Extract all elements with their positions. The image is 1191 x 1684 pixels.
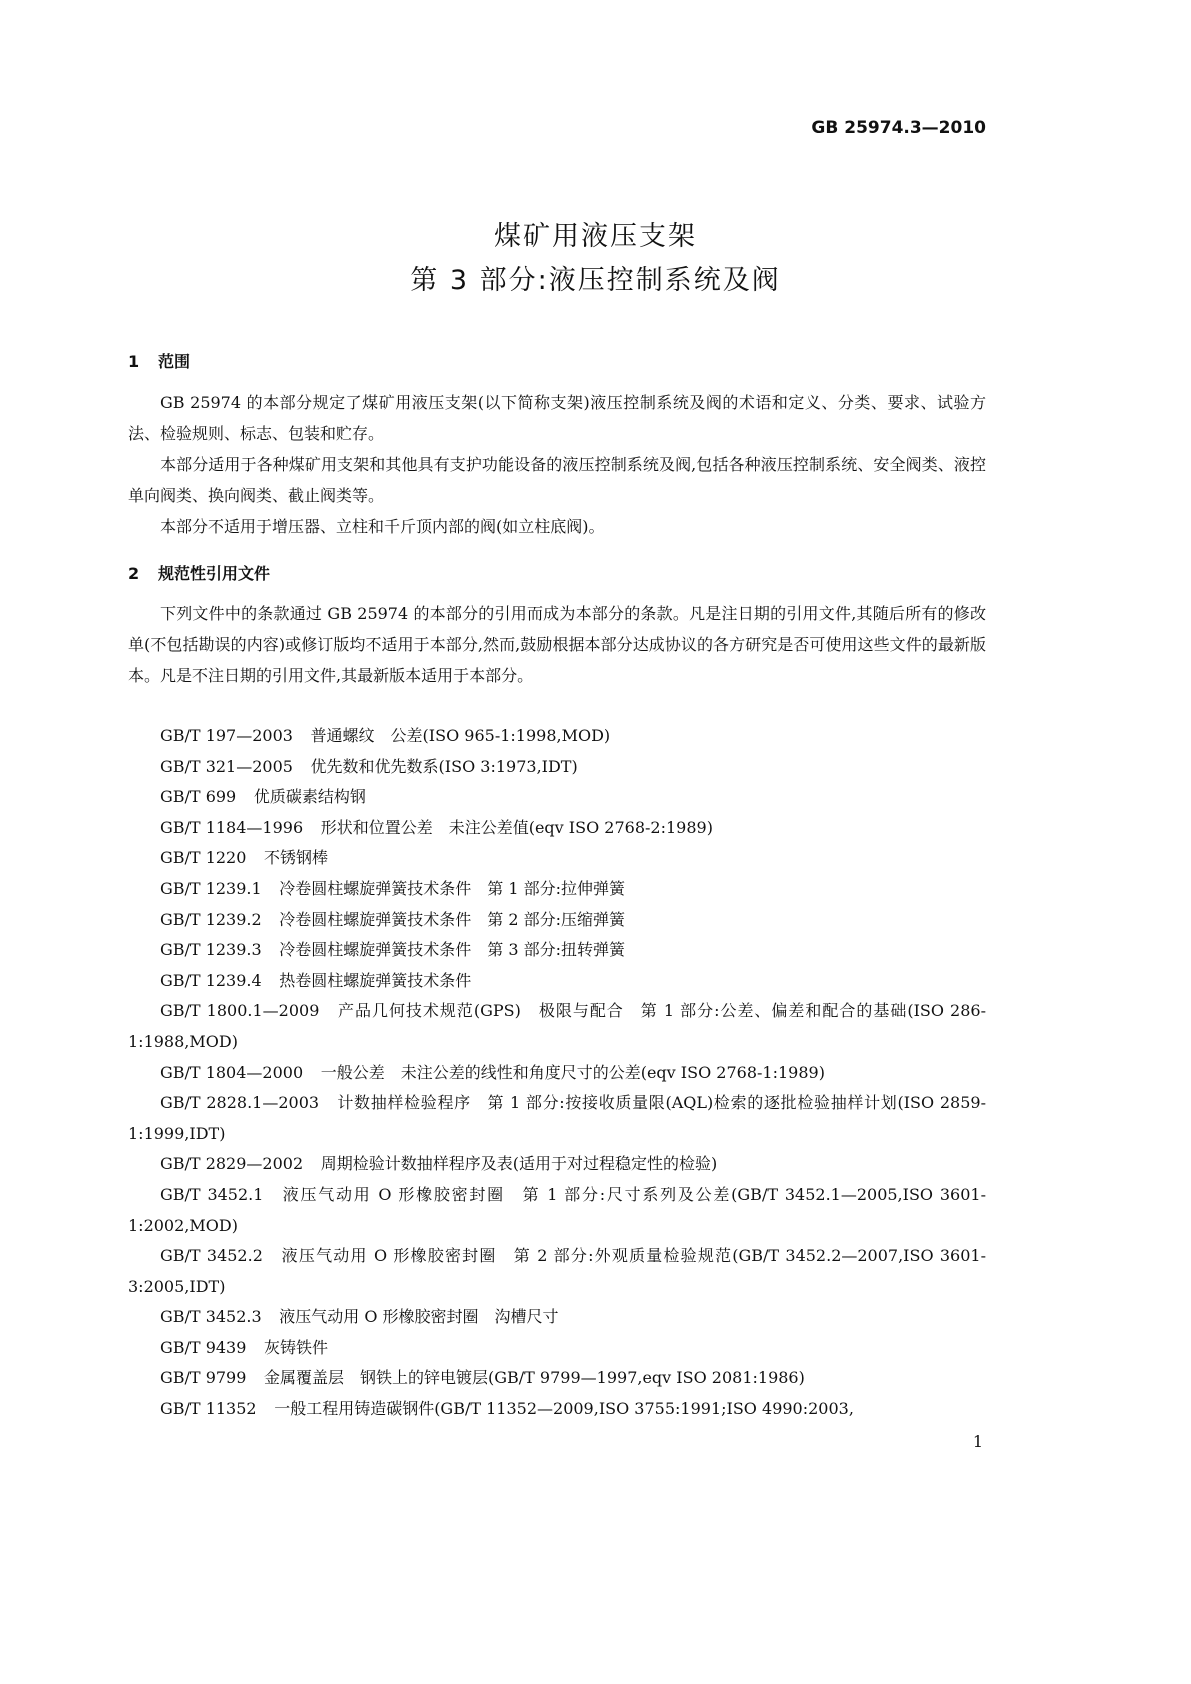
reference-list [128,721,986,1425]
reference-code: GB/T 1239.2 [160,909,262,929]
reference-title: 一般公差 未注公差的线性和角度尺寸的公差(eqv ISO 2768-1:1989) [320,1062,825,1082]
reference-code: GB/T 11352 [160,1399,257,1419]
reference-item [128,721,986,752]
reference-title: 一般工程用铸造碳钢件(GB/T 11352—2009,ISO 3755:1991;ISO 4990:2003, [274,1399,854,1419]
reference-title: 周期检验计数抽样程序及表(适用于对过程稳定性的检验) [320,1154,718,1174]
reference-title: 形状和位置公差 未注公差值(eqv ISO 2768-2:1989) [320,817,713,837]
section-heading-normative-references [128,561,270,584]
reference-title: 金属覆盖层 钢铁上的锌电镀层(GB/T 9799—1997,eqv ISO 2081:1986) [264,1368,805,1388]
reference-title: 液压气动用 O 形橡胶密封圈 沟槽尺寸 [279,1307,559,1327]
reference-code: GB/T 9439 [160,1337,247,1357]
reference-code: GB/T 3452.2 [160,1246,263,1266]
reference-code: GB/T 1239.4 [160,970,262,990]
reference-title: 冷卷圆柱螺旋弹簧技术条件 第 2 部分:压缩弹簧 [279,909,626,929]
reference-title: 液压气动用 O 形橡胶密封圈 第 2 部分:外观质量检验规范(GB/T 3452.2—2007,ISO 3601-3:2005,IDT) [128,1246,986,1296]
reference-item [128,752,986,783]
document-title: 煤矿用液压支架 [494,221,697,252]
reference-item [128,935,986,966]
reference-title: 液压气动用 O 形橡胶密封圈 第 1 部分:尺寸系列及公差(GB/T 3452.1—2005,ISO 3601-1:2002,MOD) [128,1184,986,1235]
section-number: 1 [128,352,140,371]
document-subtitle: 第 3 部分:液压控制系统及阀 [410,265,781,296]
reference-item [128,782,986,813]
reference-item [128,1302,986,1333]
reference-code: GB/T 9799 [160,1368,247,1388]
page-number: 1 [972,1432,983,1451]
reference-title: 计数抽样检验程序 第 1 部分:按接收质量限(AQL)检索的逐批检验抽样计划(ISO 2859-1:1999,IDT) [128,1093,986,1143]
reference-code: GB/T 1800.1—2009 [160,1001,320,1021]
reference-item [128,843,986,874]
reference-item [128,1149,986,1180]
reference-title: 冷卷圆柱螺旋弹簧技术条件 第 3 部分:扭转弹簧 [279,940,626,960]
section-number: 2 [128,564,140,583]
reference-title: 优先数和优先数系(ISO 3:1973,IDT) [310,756,578,776]
reference-item [128,1180,986,1241]
reference-code: GB/T 2828.1—2003 [160,1093,320,1113]
reference-item [128,1333,986,1364]
reference-item [128,813,986,844]
reference-item [128,966,986,997]
reference-code: GB/T 3452.3 [160,1307,262,1327]
reference-item [128,1058,986,1089]
reference-item [128,874,986,905]
reference-item [128,996,986,1057]
reference-title: 优质碳素结构钢 [253,787,366,807]
paragraph: 本部分适用于各种煤矿用支架和其他具有支护功能设备的液压控制系统及阀,包括各种液压控制系统、安全阀类、液控单向阀类、换向阀类、截止阀类等。 [128,455,986,505]
reference-title: 冷卷圆柱螺旋弹簧技术条件 第 1 部分:拉伸弹簧 [279,878,626,898]
paragraph: 下列文件中的条款通过 GB 25974 的本部分的引用而成为本部分的条款。凡是注日期的引用文件,其随后所有的修改单(不包括勘误的内容)或修订版均不适用于本部分,然而,鼓励根据本部分达成协议的各方研究是否可使用这些文件的最新版本。凡是不注日期的引用文件,其最新版本适用于本部分。 [128,604,986,685]
reference-code: GB/T 1239.3 [160,940,262,960]
paragraph: GB 25974 的本部分规定了煤矿用液压支架(以下简称支架)液压控制系统及阀的术语和定义、分类、要求、试验方法、检验规则、标志、包装和贮存。 [128,393,986,443]
reference-code: GB/T 2829—2002 [160,1154,304,1174]
reference-code: GB/T 3452.1 [160,1184,264,1204]
reference-code: GB/T 1804—2000 [160,1062,304,1082]
reference-item [128,1363,986,1394]
paragraph: 本部分不适用于增压器、立柱和千斤顶内部的阀(如立柱底阀)。 [160,517,605,536]
section-title: 规范性引用文件 [158,564,271,583]
section-title: 范围 [158,352,191,371]
reference-title: 热卷圆柱螺旋弹簧技术条件 [279,970,472,990]
reference-code: GB/T 1184—1996 [160,817,304,837]
reference-item [128,1241,986,1302]
reference-code: GB/T 1220 [160,848,247,868]
reference-item [128,1394,986,1425]
reference-item [128,905,986,936]
reference-code: GB/T 321—2005 [160,756,293,776]
reference-title: 灰铸铁件 [264,1337,329,1357]
reference-code: GB/T 699 [160,787,237,807]
standard-number: GB 25974.3—2010 [811,118,986,138]
reference-code: GB/T 1239.1 [160,878,262,898]
reference-title: 不锈钢棒 [264,848,329,868]
section-heading-scope [128,349,190,372]
reference-title: 产品几何技术规范(GPS) 极限与配合 第 1 部分:公差、偏差和配合的基础(ISO 286-1:1988,MOD) [128,1001,986,1051]
reference-item [128,1088,986,1149]
reference-code: GB/T 197—2003 [160,726,293,745]
reference-title: 普通螺纹 公差(ISO 965-1:1998,MOD) [310,726,611,745]
